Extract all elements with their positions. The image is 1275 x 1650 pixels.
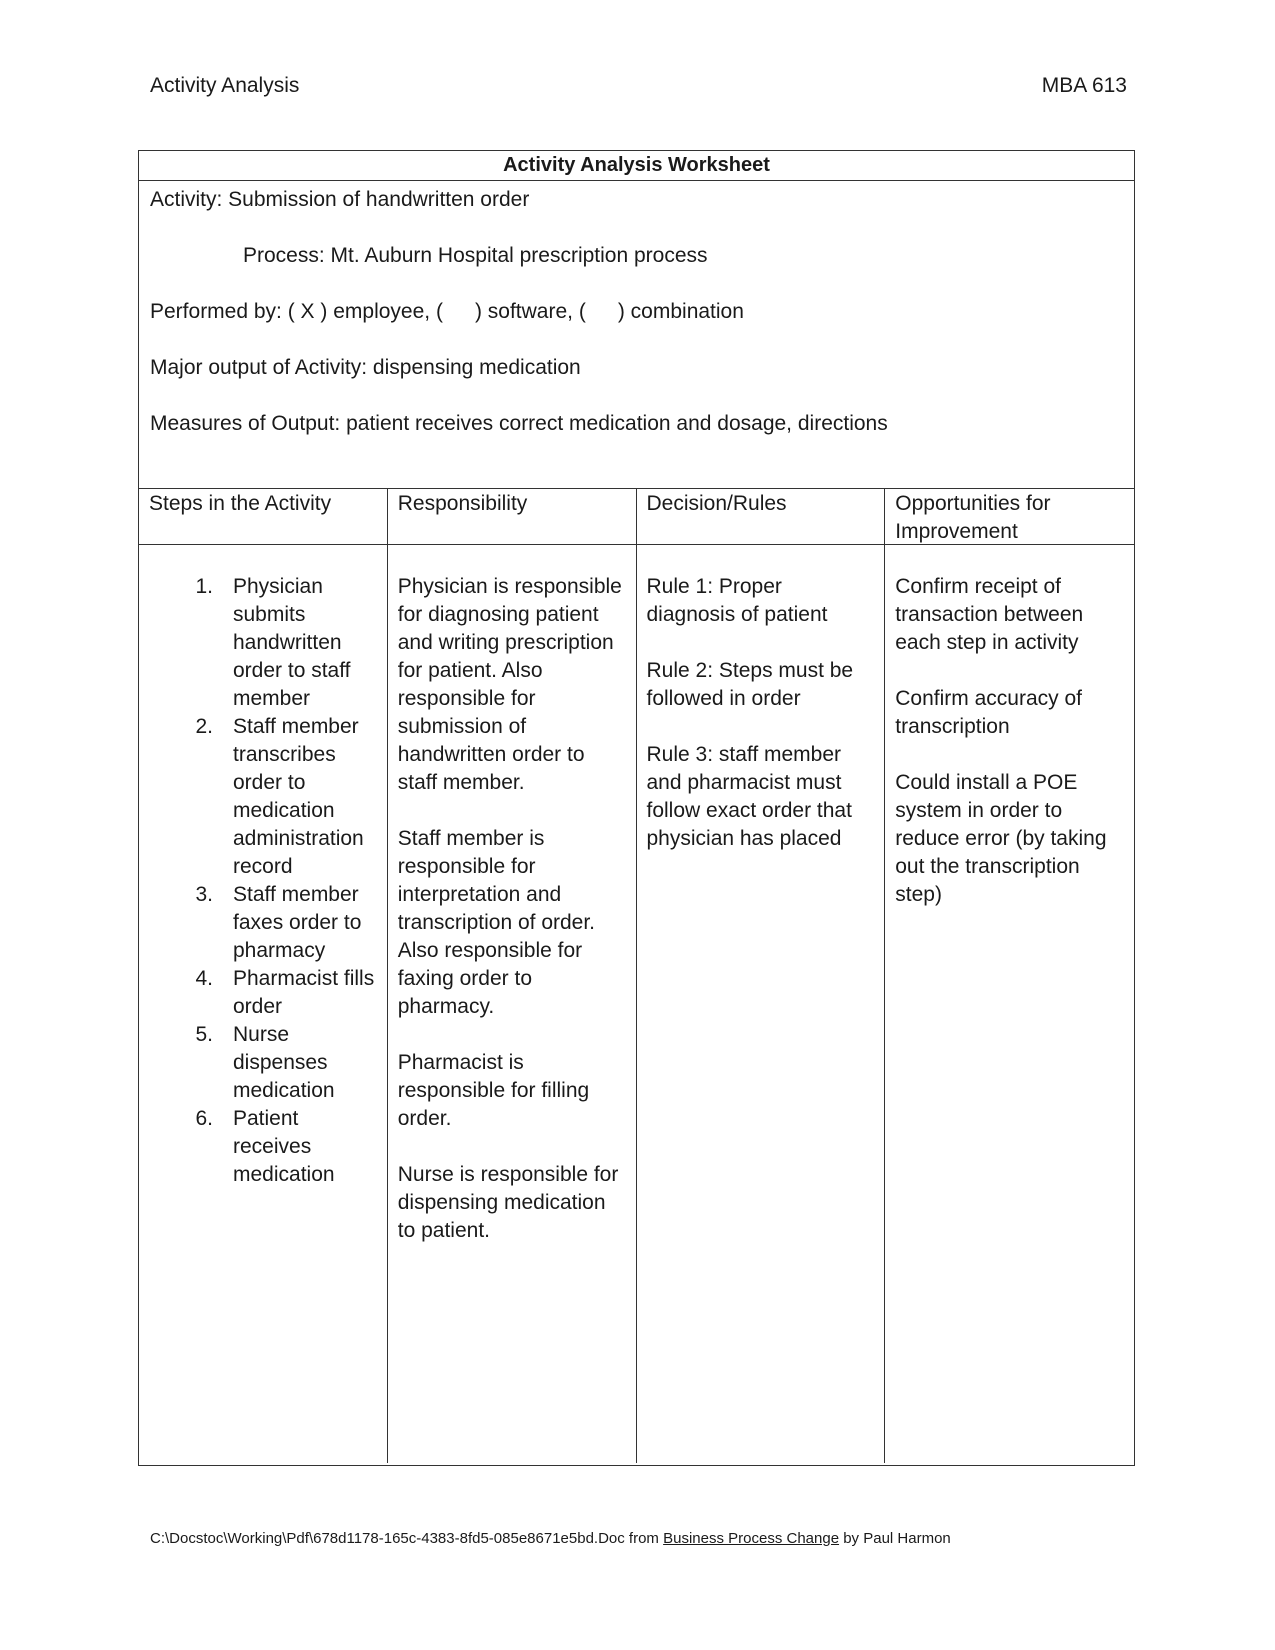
decision-rules-header: Decision/Rules	[637, 489, 885, 545]
responsibility-header: Responsibility	[388, 489, 636, 545]
rule-1: Rule 1: Proper diagnosis of patient	[646, 575, 828, 626]
responsibility-pharmacist: Pharmacist is responsible for filling order.	[397, 1051, 590, 1130]
performed-by-line	[150, 298, 1134, 326]
list-item: 2. Staff member transcribes order to medication administration record	[195, 715, 364, 878]
measures-line: Measures of Output: patient receives correct medication and dosage, directions	[150, 412, 888, 435]
header-right: MBA 613	[1041, 74, 1127, 97]
employee-option: ( X ) employee,	[287, 300, 431, 323]
performed-by-label: Performed by:	[150, 300, 282, 323]
major-output-line: Major output of Activity: dispensing medication	[150, 356, 581, 379]
activity-line: Activity: Submission of handwritten order	[150, 188, 530, 211]
steps-column	[139, 489, 388, 1463]
process-line: Process: Mt. Auburn Hospital prescription process	[243, 244, 708, 267]
decision-rules-column	[637, 489, 886, 1463]
footer-book-title: Business Process Change	[663, 1530, 840, 1547]
footer-path: C:\Docstoc\Working\Pdf\678d1178-165c-4383-8fd5-085e8671e5bd.Doc from	[150, 1530, 659, 1547]
worksheet-table	[138, 150, 1135, 1466]
responsibility-column	[388, 489, 637, 1463]
responsibility-staff: Staff member is responsible for interpretation and transcription of order. Also responsible for faxing order to pharmacy.	[397, 827, 596, 1018]
header-left: Activity Analysis	[150, 74, 300, 97]
page-footer	[150, 1530, 951, 1547]
software-option: ) software,	[474, 300, 573, 323]
software-open: (	[435, 300, 443, 323]
analysis-columns	[139, 489, 1134, 1463]
list-item: 3. Staff member faxes order to pharmacy	[195, 883, 362, 962]
worksheet-title: Activity Analysis Worksheet	[139, 151, 1134, 181]
opportunity-2: Confirm accuracy of transcription	[895, 687, 1082, 738]
steps-list	[149, 573, 377, 1189]
responsibility-nurse: Nurse is responsible for dispensing medication to patient.	[397, 1163, 619, 1242]
opportunity-3: Could install a POE system in order to reduce error (by taking out the transcription step)	[895, 771, 1107, 906]
opportunity-1: Confirm receipt of transaction between each step in activity	[895, 575, 1084, 654]
list-item: 4. Pharmacist fills order	[195, 967, 375, 1018]
rule-2: Rule 2: Steps must be followed in order	[646, 659, 854, 710]
list-item: 6. Patient receives medication	[195, 1107, 335, 1186]
responsibility-physician: Physician is responsible for diagnosing patient and writing prescription for patient. Also responsible for submission of handwritten order to staff member.	[397, 575, 622, 794]
steps-header: Steps in the Activity	[139, 489, 387, 545]
footer-author: by Paul Harmon	[843, 1530, 951, 1547]
list-item: 1. Physician submits handwritten order to staff member	[195, 575, 351, 710]
rule-3: Rule 3: staff member and pharmacist must follow exact order that physician has placed	[646, 743, 852, 850]
list-item: 5. Nurse dispenses medication	[195, 1023, 335, 1102]
combination-open: (	[578, 300, 586, 323]
activity-info	[139, 181, 1134, 489]
opportunities-header: Opportunities for Improvement	[885, 489, 1134, 545]
combination-option: ) combination	[617, 300, 744, 323]
opportunities-column	[885, 489, 1134, 1463]
